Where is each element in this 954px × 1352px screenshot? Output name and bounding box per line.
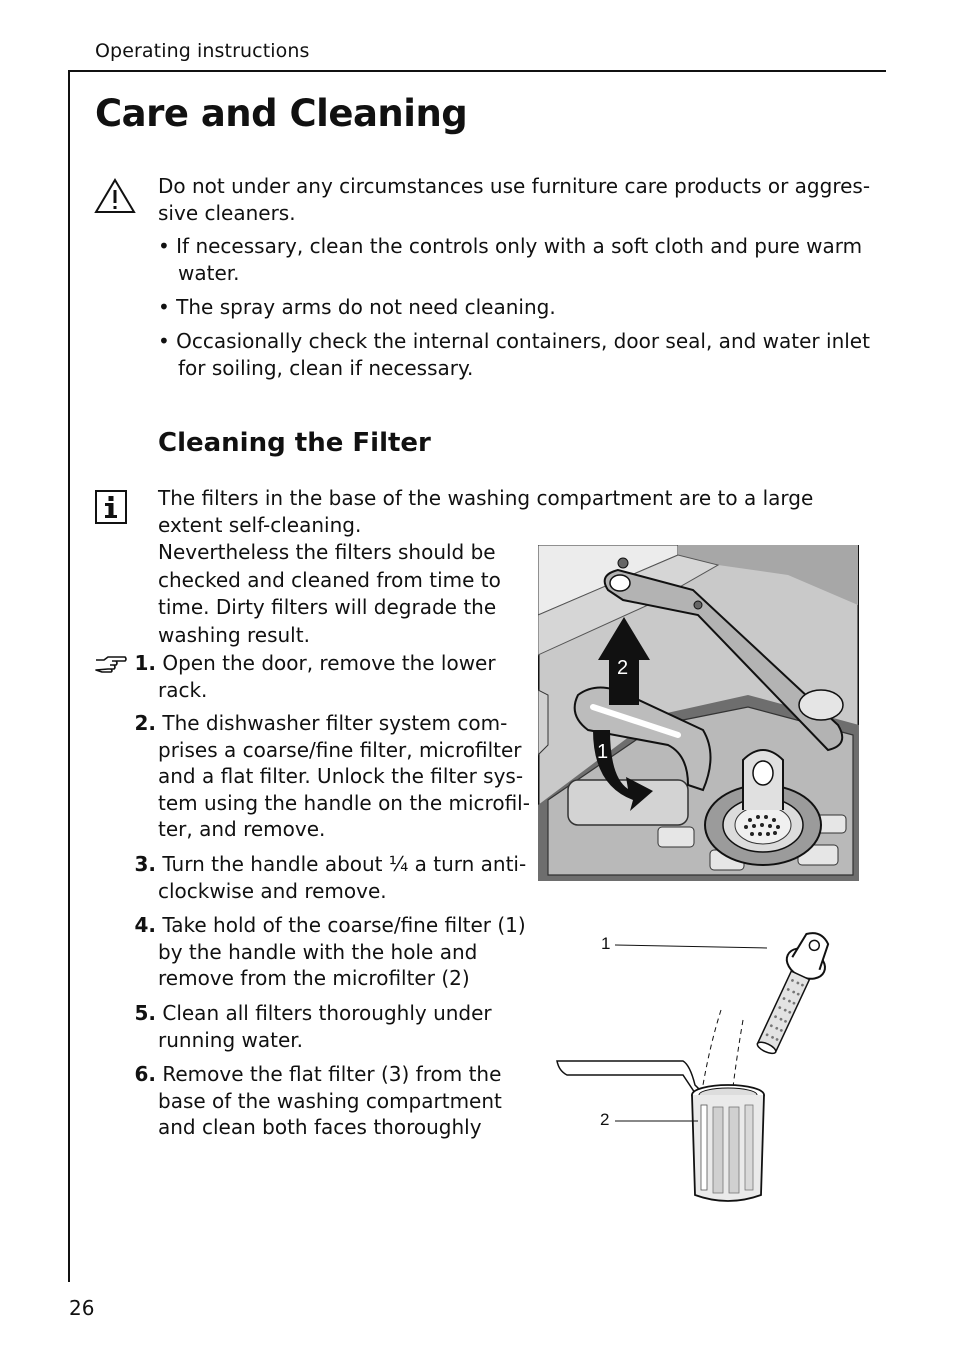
step-4: 4. Take hold of the coarse/fine filter (1) by the handle with the hole and remove from the microfilter (2) — [134, 913, 526, 990]
step-2: 2. The dishwasher filter system com- prises a coarse/fine filter, microfilter and a flat filter. Unlock the filter sys- tem using the handle on the microfil- ter, and remove. — [134, 711, 530, 841]
warning-line-1: Do not under any circumstances use furniture care products or aggres- — [158, 174, 871, 198]
warning-bullet-3: • Occasionally check the internal containers, door seal, and water inlet for soiling, clean if necessary. — [158, 329, 870, 380]
warning-triangle-icon — [94, 178, 136, 214]
section-heading: Cleaning the Filter — [158, 428, 431, 458]
margin-rule — [68, 70, 70, 1282]
filter-intro: The filters in the base of the washing compartment are to a large extent self-cleaning. — [158, 486, 814, 537]
warning-bullet-2: • The spray arms do not need cleaning. — [158, 295, 556, 319]
step-3: 3. Turn the handle about ¼ a turn anti- clockwise and remove. — [134, 852, 527, 903]
filter-intro-cont: Nevertheless the filters should be checked and cleaned from time to time. Dirty filters will degrade the washing result. — [158, 540, 501, 647]
warning-line-2: sive cleaners. — [158, 200, 296, 225]
page-title: Care and Cleaning — [95, 92, 468, 135]
running-header: Operating instructions — [95, 40, 310, 62]
step-6: 6. Remove the flat filter (3) from the base of the washing compartment and clean both faces thoroughly — [134, 1062, 502, 1139]
warning-text — [158, 173, 878, 226]
pointing-hand-icon — [94, 654, 128, 674]
figure-label-arrow-up: 2 — [617, 657, 629, 679]
figure-label-arrow-turn: 1 — [597, 741, 609, 763]
filter-removal-illustration — [538, 545, 859, 885]
step-1: 1. Open the door, remove the lower rack. — [134, 651, 496, 702]
header-rule — [68, 70, 886, 72]
step-5: 5. Clean all filters thoroughly under running water. — [134, 1001, 492, 1052]
filter-components-illustration — [555, 915, 845, 1214]
figure-label-2: 2 — [600, 1110, 610, 1129]
warning-bullet-1: • If necessary, clean the controls only with a soft cloth and pure warm water. — [158, 234, 863, 285]
figure-label-1: 1 — [601, 934, 611, 953]
page-number: 26 — [69, 1296, 95, 1320]
info-icon — [95, 490, 127, 524]
